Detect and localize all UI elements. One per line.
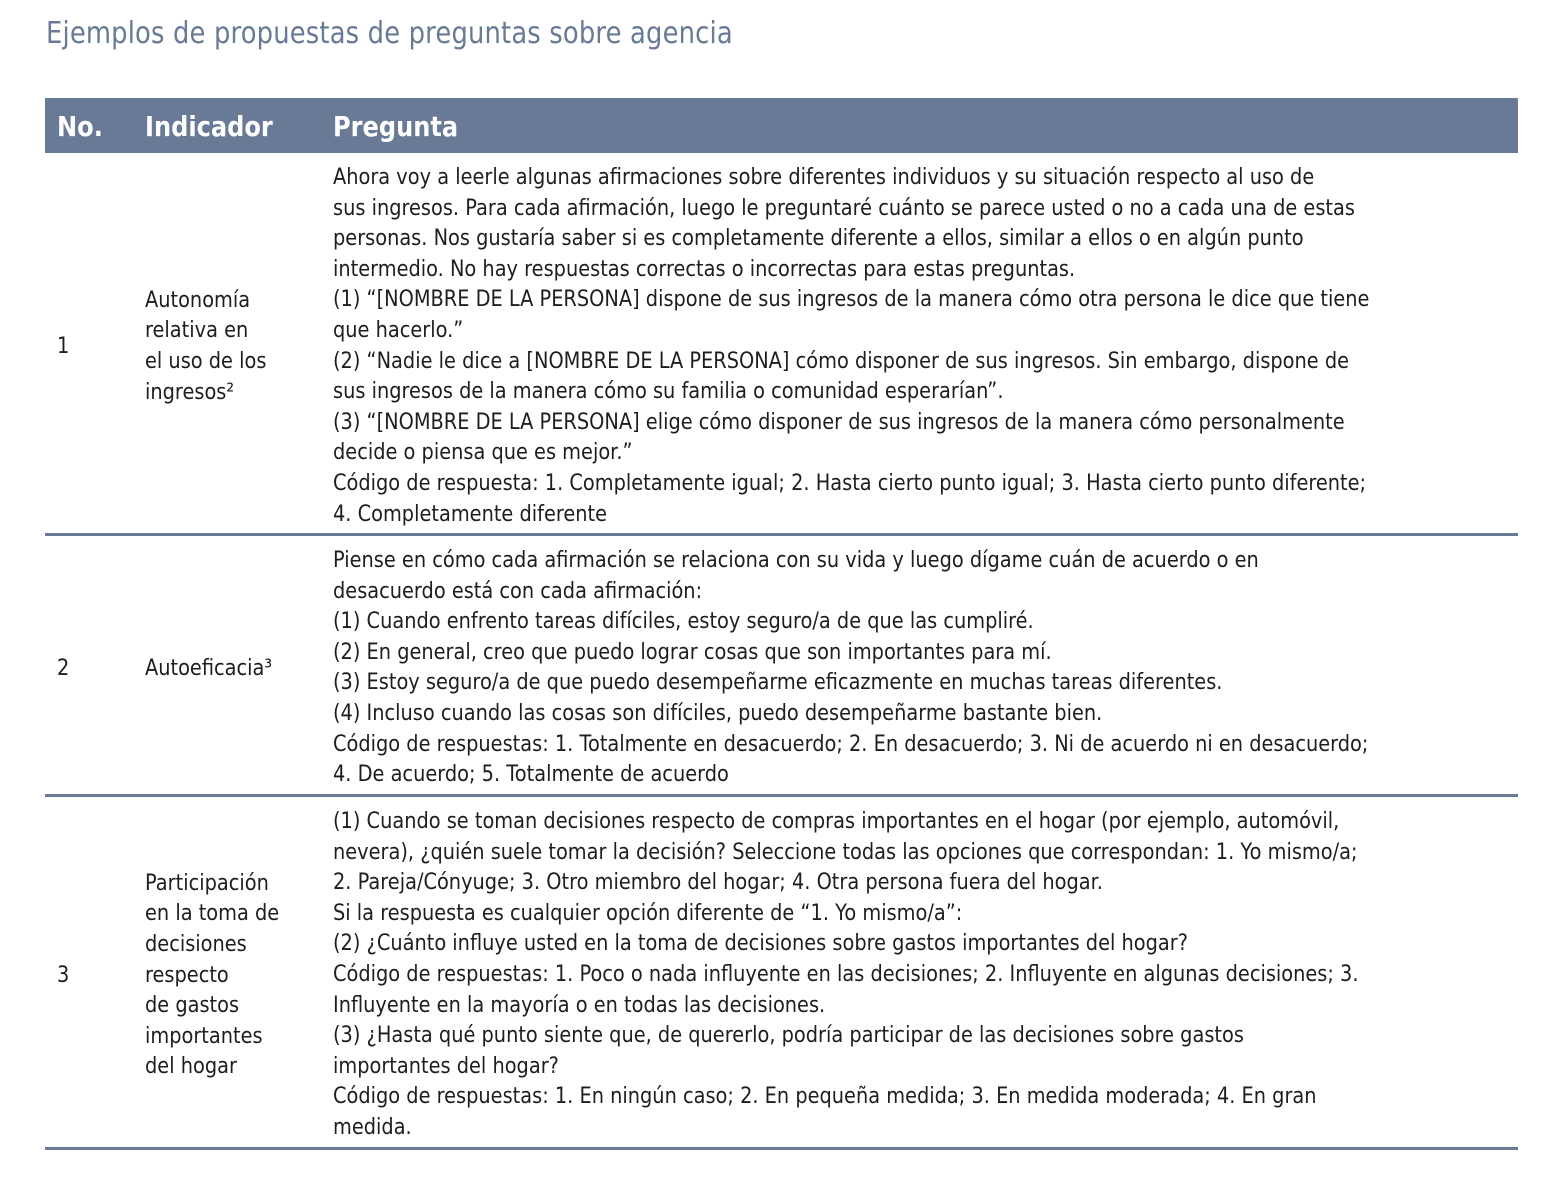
table-row bbox=[45, 153, 1518, 536]
question-cell bbox=[333, 806, 1516, 1143]
text-line: 4. De acuerdo; 5. Totalmente de acuerdo bbox=[333, 761, 729, 788]
header-no: No. bbox=[57, 110, 103, 143]
text-line: que hacerlo.” bbox=[333, 316, 464, 343]
text-line: Código de respuesta: 1. Completamente igual; 2. Hasta cierto punto igual; 3. Hasta cierto punto diferente; bbox=[333, 469, 1367, 496]
text-line: intermedio. No hay respuestas correctas o incorrectas para estas preguntas. bbox=[333, 255, 1076, 282]
page-title: Ejemplos de propuestas de preguntas sobre agencia bbox=[46, 16, 733, 51]
text-line: Autonomía bbox=[145, 286, 251, 313]
text-line: medida. bbox=[333, 1113, 412, 1140]
text-line: respecto bbox=[145, 961, 229, 988]
text-line: nevera), ¿quién suele tomar la decisión? Seleccione todas las opciones que correspondan: 1. Yo mismo/a; bbox=[333, 838, 1358, 865]
text-line: (2) ¿Cuánto influye usted en la toma de decisiones sobre gastos importantes del hogar? bbox=[333, 930, 1188, 957]
text-line: sus ingresos de la manera cómo su familia o comunidad esperarían”. bbox=[333, 378, 1004, 405]
text-line: (1) “[NOMBRE DE LA PERSONA] dispone de sus ingresos de la manera cómo otra persona le dice que tiene bbox=[333, 286, 1370, 313]
text-line: relativa en bbox=[145, 317, 249, 344]
header-indicador: Indicador bbox=[145, 110, 273, 143]
text-line: (1) Cuando enfrento tareas difíciles, estoy seguro/a de que las cumpliré. bbox=[333, 608, 1034, 635]
question-cell bbox=[333, 162, 1516, 529]
row-number: 1 bbox=[57, 332, 70, 359]
text-line: Ahora voy a leerle algunas afirmaciones sobre diferentes individuos y su situación respecto al uso de bbox=[333, 164, 1315, 190]
text-line: (3) Estoy seguro/a de que puedo desempeñarme eficazmente en muchas tareas diferentes. bbox=[333, 669, 1223, 696]
indicator-cell bbox=[145, 653, 291, 684]
text-line: 4. Completamente diferente bbox=[333, 500, 608, 527]
text-line: (3) ¿Hasta qué punto siente que, de quererlo, podría participar de las decisiones sobre gastos bbox=[333, 1022, 1244, 1049]
text-line: (4) Incluso cuando las cosas son difíciles, puedo desempeñarme bastante bien. bbox=[333, 699, 1103, 726]
question-cell bbox=[333, 545, 1516, 790]
text-line: ingresos² bbox=[145, 378, 235, 405]
indicator-cell bbox=[145, 868, 291, 1082]
text-line: Código de respuestas: 1. Totalmente en desacuerdo; 2. En desacuerdo; 3. Ni de acuerdo ni en desacuerdo; bbox=[333, 730, 1369, 757]
text-line: Si la respuesta es cualquier opción diferente de “1. Yo mismo/a”: bbox=[333, 899, 963, 926]
text-line: (2) En general, creo que puedo lograr cosas que son importantes para mí. bbox=[333, 638, 1052, 665]
text-line: Código de respuestas: 1. En ningún caso; 2. En pequeña medida; 3. En medida moderada; 4. En gran bbox=[333, 1083, 1317, 1110]
text-line: desacuerdo está con cada afirmación: bbox=[333, 577, 703, 604]
text-line: importantes del hogar? bbox=[333, 1052, 559, 1079]
indicator-cell bbox=[145, 285, 291, 407]
table-row bbox=[45, 536, 1518, 797]
text-line: sus ingresos. Para cada afirmación, luego le preguntaré cuánto se parece usted o no a cada una de estas bbox=[333, 194, 1355, 221]
text-line: personas. Nos gustaría saber si es completamente diferente a ellos, similar a ellos o en algún punto bbox=[333, 225, 1304, 252]
table-row bbox=[45, 797, 1518, 1150]
text-line: decisiones bbox=[145, 931, 247, 958]
text-line: decide o piensa que es mejor.” bbox=[333, 439, 633, 466]
text-line: Influyente en la mayoría o en todas las decisiones. bbox=[333, 991, 826, 1018]
header-pregunta: Pregunta bbox=[333, 110, 459, 143]
text-line: importantes bbox=[145, 1022, 263, 1049]
text-line: el uso de los bbox=[145, 347, 267, 374]
text-line: (3) “[NOMBRE DE LA PERSONA] elige cómo disponer de sus ingresos de la manera cómo personalmente bbox=[333, 408, 1345, 435]
text-line: de gastos bbox=[145, 992, 240, 1019]
text-line: (1) Cuando se toman decisiones respecto de compras importantes en el hogar (por ejemplo, automóvil, bbox=[333, 808, 1340, 834]
text-line: en la toma de bbox=[145, 900, 280, 927]
agency-questions-table bbox=[45, 98, 1518, 1150]
row-number: 3 bbox=[57, 961, 70, 988]
text-line: del hogar bbox=[145, 1053, 237, 1080]
row-number: 2 bbox=[57, 654, 70, 681]
text-line: Autoeficacia³ bbox=[145, 654, 273, 681]
text-line: (2) “Nadie le dice a [NOMBRE DE LA PERSONA] cómo disponer de sus ingresos. Sin embargo, dispone de bbox=[333, 347, 1350, 374]
text-line: Participación bbox=[145, 869, 269, 896]
text-line: 2. Pareja/Cónyuge; 3. Otro miembro del hogar; 4. Otra persona fuera del hogar. bbox=[333, 869, 1103, 896]
text-line: Piense en cómo cada afirmación se relaciona con su vida y luego dígame cuán de acuerdo o en bbox=[333, 547, 1259, 573]
table-header bbox=[45, 98, 1518, 153]
text-line: Código de respuestas: 1. Poco o nada influyente en las decisiones; 2. Influyente en algunas decisiones; 3. bbox=[333, 960, 1359, 987]
